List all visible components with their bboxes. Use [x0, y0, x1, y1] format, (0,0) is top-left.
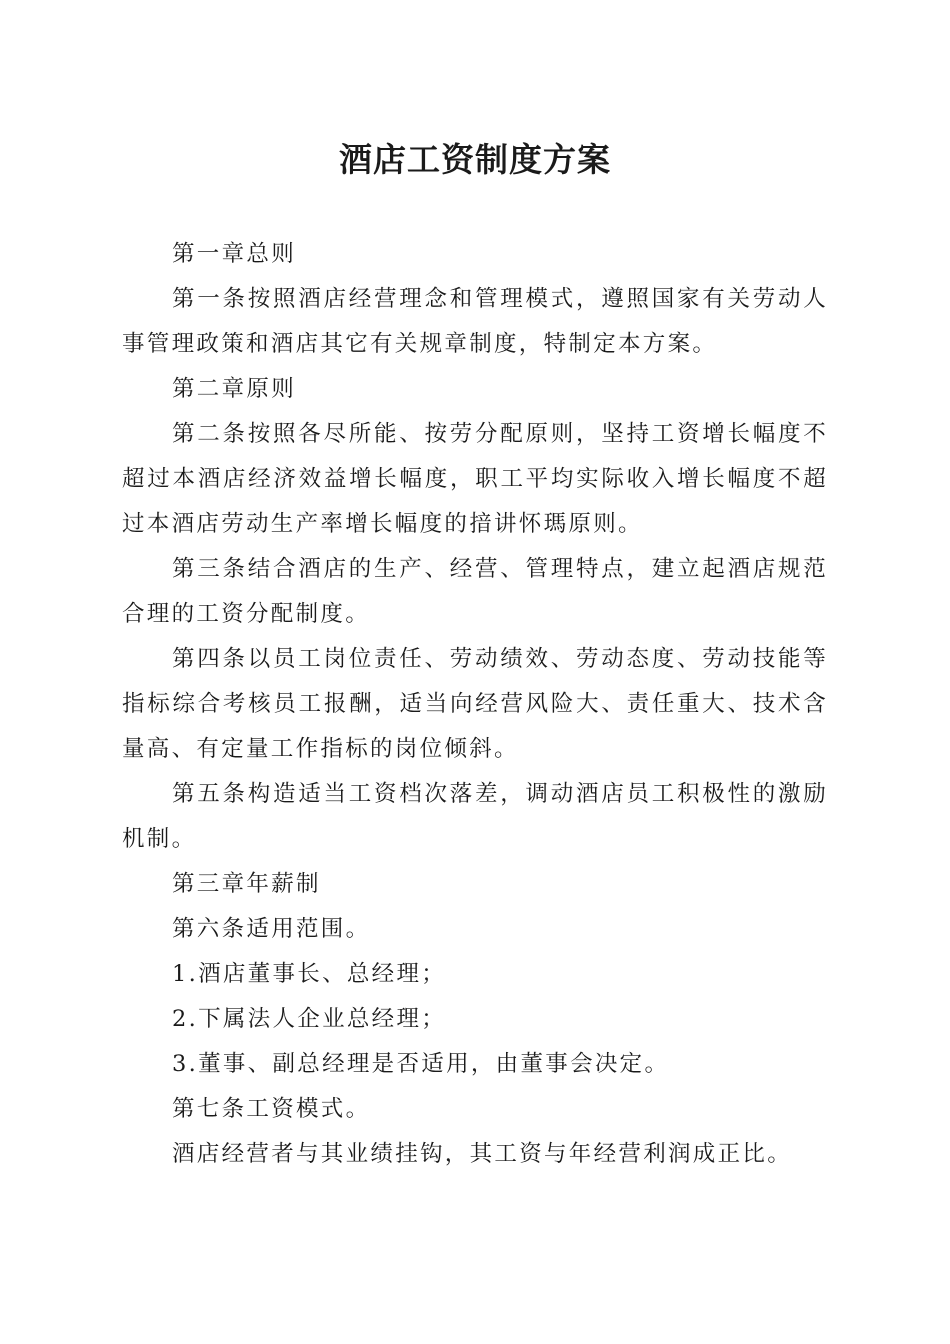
document-title: 酒店工资制度方案: [339, 140, 611, 179]
article-paragraph: 第七条工资模式。: [172, 1096, 371, 1122]
article-paragraph: 第六条适用范围。: [172, 916, 371, 942]
article-paragraph: 第三条结合酒店的生产、经营、管理特点，建立起酒店规范合理的工资分配制度。: [122, 556, 828, 627]
document-body: [122, 232, 828, 1177]
chapter-heading: 第二章原则: [172, 376, 297, 402]
list-item: 1.酒店董事长、总经理；: [172, 961, 447, 987]
article-paragraph: 第四条以员工岗位责任、劳动绩效、劳动态度、劳动技能等指标综合考核员工报酬，适当向经营风险大、责任重大、技术含量高、有定量工作指标的岗位倾斜。: [122, 646, 828, 762]
article-paragraph: 第一条按照酒店经营理念和管理模式，遵照国家有关劳动人事管理政策和酒店其它有关规章制度，特制定本方案。: [122, 286, 828, 357]
article-paragraph: 酒店经营者与其业绩挂钩，其工资与年经营利润成正比。: [172, 1141, 793, 1167]
list-item: 2.下属法人企业总经理；: [172, 1006, 447, 1032]
article-paragraph: 第五条构造适当工资档次落差，调动酒店员工积极性的激励机制。: [122, 781, 828, 852]
chapter-heading: 第一章总则: [172, 241, 297, 267]
list-item: 3.董事、副总经理是否适用，由董事会决定。: [172, 1051, 670, 1077]
article-paragraph: 第二条按照各尽所能、按劳分配原则，坚持工资增长幅度不超过本酒店经济效益增长幅度，职工平均实际收入增长幅度不超过本酒店劳动生产率增长幅度的揞讲怀瑪原则。: [122, 421, 828, 537]
chapter-heading: 第三章年薪制: [172, 871, 321, 897]
